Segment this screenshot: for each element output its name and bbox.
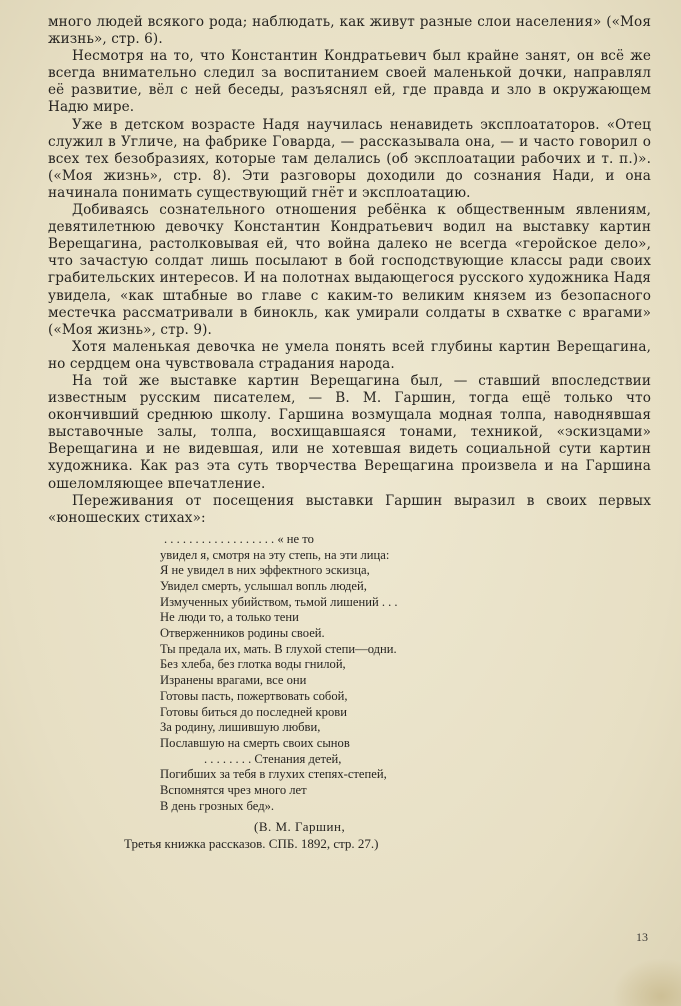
poem-quote: [160, 532, 622, 815]
poem-line: Увидел смерть, услышал вопль людей,: [160, 578, 367, 593]
poem-line: Измученных убийством, тьмой лишений . . .: [160, 594, 398, 609]
poem-line: Без хлеба, без глотка воды гнилой,: [160, 657, 346, 672]
poem-line: увидел я, смотря на эту степь, на эти лица:: [160, 547, 390, 562]
page-number: 13: [636, 930, 648, 944]
poem-line: Готовы биться до последней крови: [160, 704, 347, 719]
poem-line: Я не увидел в них эффектного эскизца,: [160, 563, 370, 578]
paragraph-7: Переживания от посещения выставки Гаршин выразил в своих первых «юношеских стихах»:: [48, 492, 651, 526]
poem-line: Вспомнятся чрез много лет: [160, 783, 307, 798]
source-author: (В. М. Гаршин,: [254, 819, 346, 835]
paragraph-4: Добиваясь сознательного отношения ребёнка к общественным явлениям, девятилетнюю девочку Константин Кондратьевич водил на выставку картин Верещагина, растолковывая ей, что война далеко не всегда «геройское дело», что зачастую солдат лишь посылают в бой господствующие классы ради своих грабительских интересов. И на полотнах выдающегося русского художника Надя увидела, «как штабные во главе с каким-то великим князем из безопасного местечка рассматривали в бинокль, как умирали солдаты в схватке с врагами» («Моя жизнь», стр. 9).: [48, 202, 651, 338]
poem-line: . . . . . . . . . . . . . . . . . . « не то: [164, 531, 314, 546]
paragraph-3: Уже в детском возрасте Надя научилась ненавидеть эксплоататоров. «Отец служил в Угличе, на фабрике Говарда, — рассказывала она, — и часто говорил о всех тех безобразиях, которые там делались (об эксплоатации рабочих и т. п.)». («Моя жизнь», стр. 8). Эти разговоры доходили до сознания Нади, и она начинала понимать существующий гнёт и эксплоатацию.: [48, 116, 651, 201]
poem-line: Ты предала их, мать. В глухой степи—одни.: [160, 641, 397, 656]
poem-source: [124, 818, 614, 852]
paragraph-2: Несмотря на то, что Константин Кондратьевич был крайне занят, он всё же всегда внимательно следил за воспитанием своей маленькой дочки, направлял её развитие, вёл с ней беседы, разъяснял ей, где правда и зло в окружающем Надю мире.: [48, 48, 651, 116]
poem-line: Отверженников родины своей.: [160, 626, 325, 641]
poem-line: . . . . . . . . Стенания детей,: [204, 751, 342, 766]
poem-line: Погибших за тебя в глухих степях-степей,: [160, 767, 387, 782]
poem-line: Готовы пасть, пожертвовать собой,: [160, 688, 348, 703]
paper-stain: [612, 958, 681, 1006]
poem-line: За родину, лишившую любви,: [160, 720, 321, 735]
paragraph-1: много людей всякого рода; наблюдать, как живут разные слои населения» («Моя жизнь», стр. 6).: [48, 14, 651, 48]
poem-line: Изранены врагами, все они: [160, 673, 307, 688]
poem-line: В день грозных бед».: [160, 798, 275, 813]
body-text: [48, 14, 651, 527]
poem-line: Не люди то, а только тени: [160, 610, 299, 625]
source-citation: Третья книжка рассказов. СПБ. 1892, стр. 27.): [124, 836, 379, 852]
paragraph-5: Хотя маленькая девочка не умела понять всей глубины картин Верещагина, но сердцем она чувствовала страдания народа.: [48, 338, 651, 372]
paragraph-6: На той же выставке картин Верещагина был, — ставший впоследствии известным русским писателем, — В. М. Гаршин, тогда ещё только что окончивший среднюю школу. Гаршина возмущала модная толпа, наводнявшая выставочные залы, толпа, восхищавшаяся тонами, техникой, «эскизцами» Верещагина и не видевшая, или не хотевшая видеть социальной сути картин художника. Как раз эта суть творчества Верещагина произвела и на Гаршина ошеломляющее впечатление.: [48, 372, 651, 492]
poem-line: Пославшую на смерть своих сынов: [160, 735, 350, 750]
